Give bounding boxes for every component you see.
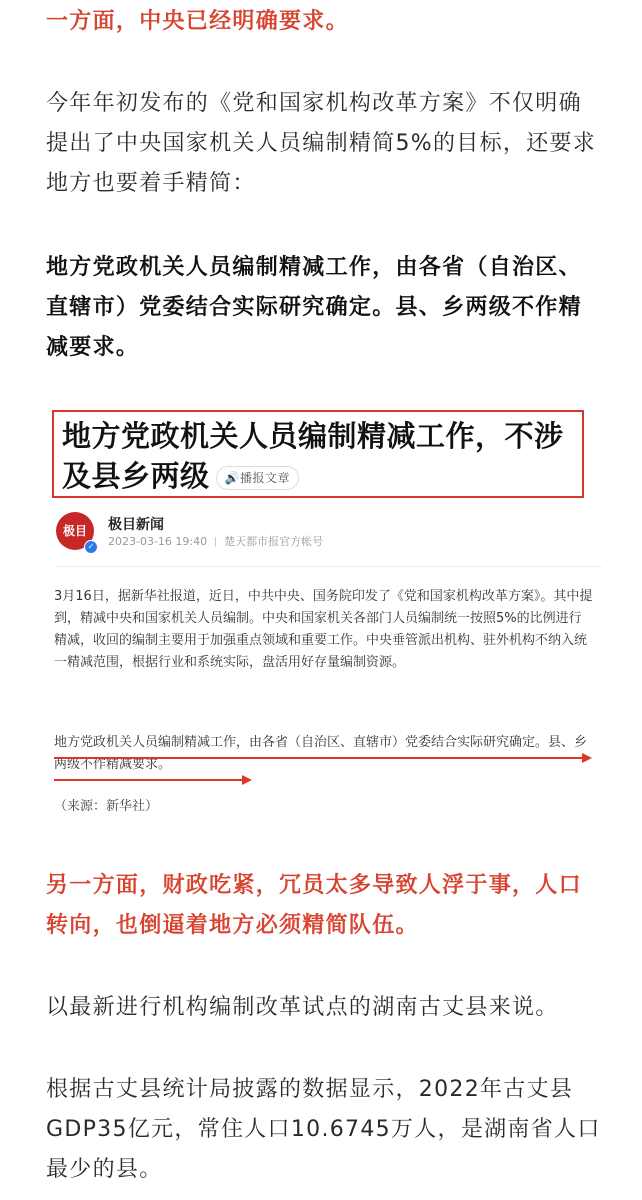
source-name[interactable]: 极目新闻 — [108, 517, 164, 533]
news-headline: 地方党政机关人员编制精减工作，不涉及县乡两级 🔊播报文章 — [62, 419, 564, 493]
news-body-paragraph-1: 3月16日，据新华社报道，近日，中共中央、国务院印发了《党和国家机构改革方案》。其中提到，精减中央和国家机关人员编制。中央和国家机关各部门人员编制统一按照5%的比例进行精减，收回的编制主要用于加强重点领域和重要工作。中央垂管派出机构、驻外机构不纳入统一精减范围，根据行业和系统实际，盘活用好存量编制资源。 — [54, 589, 593, 670]
paragraph-reform-plan: 今年年初发布的《党和国家机构改革方案》不仅明确提出了中央国家机关人员编制精简5%的目标，还要求地方也要着手精简： — [46, 91, 597, 196]
section-heading-fiscal: 另一方面，财政吃紧，冗员太多导致人浮于事，人口转向，也倒逼着地方必须精简队伍。 — [46, 873, 582, 938]
underline-arrow-icon — [54, 752, 594, 764]
verified-badge-icon: ✓ — [84, 540, 98, 554]
embedded-news-screenshot — [46, 400, 602, 830]
section-heading-central: 一方面，中央已经明确要求。 — [46, 9, 349, 34]
news-source-note: （来源：新华社） — [54, 799, 159, 814]
source-meta — [108, 533, 323, 549]
account-label: 楚天都市报官方帐号 — [224, 535, 324, 548]
source-logo: 极目 — [56, 512, 94, 550]
publish-date: 2023-03-16 19:40 — [108, 535, 208, 548]
news-body-paragraph-2: 地方党政机关人员编制精减工作，由各省（自治区、直辖市）党委结合实际研究确定。县、乡两级不作精减要求。 — [54, 735, 588, 772]
paragraph-guzhang-intro: 以最新进行机构编制改革试点的湖南古丈县来说。 — [46, 995, 559, 1020]
divider — [56, 566, 602, 567]
paragraph-guzhang-stats: 根据古丈县统计局披露的数据显示，2022年古丈县GDP35亿元，常住人口10.6745万人，是湖南省人口最少的县。 — [46, 1077, 601, 1182]
underline-arrow-icon — [54, 774, 254, 786]
paragraph-local-reduction: 地方党政机关人员编制精减工作，由各省（自治区、直辖市）党委结合实际研究确定。县、乡两级不作精减要求。 — [46, 255, 582, 360]
meta-divider — [215, 537, 216, 547]
headline-highlight-box — [52, 410, 584, 498]
listen-article-button[interactable]: 🔊播报文章 — [216, 466, 299, 490]
speaker-icon: 🔊 — [224, 471, 240, 485]
